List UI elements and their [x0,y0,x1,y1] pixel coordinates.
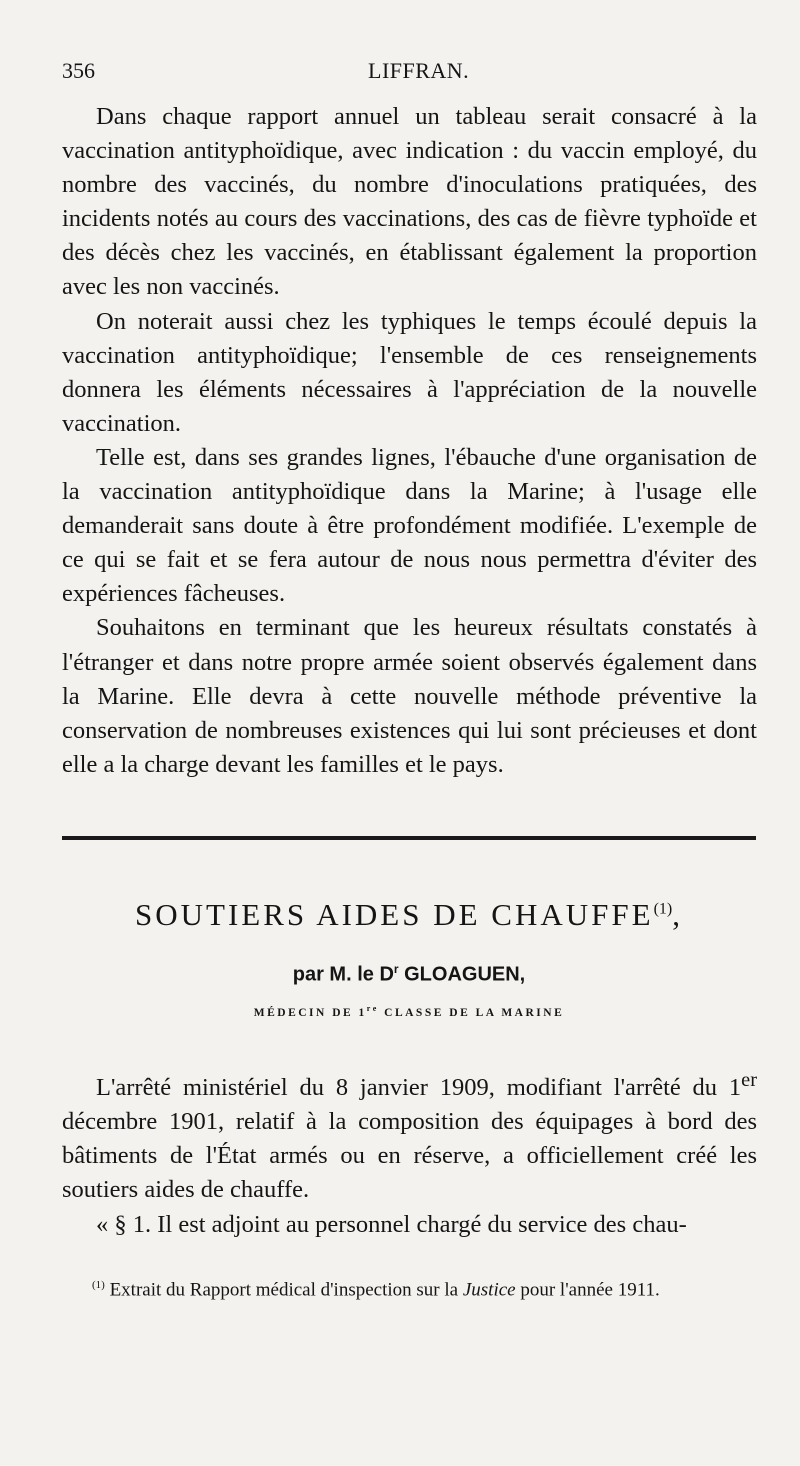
author-prefix: par M. le D [292,963,394,986]
page-header [62,58,760,92]
rank-suffix: CLASSE DE LA MARINE [378,1006,565,1019]
paragraph: Telle est, dans ses grandes lignes, l'ébauche d'une organisation de la vaccination antityphoïdique dans la Marine; à l'usage elle demanderait sans doute à être profondément modifiée. L'exemple de ce qui se fait et se fera autour de nous nous permettra d'éviter des expériences fâcheuses. [62,443,757,608]
title-punctuation: , [672,897,683,932]
paragraph [62,1063,757,1208]
paragraph: Souhaitons en terminant que les heureux résultats constatés à l'étranger et dans notre propre armée soient observés également dans la Marine. Elle devra à cette nouvelle méthode préventive la conservation de nombreuses existences qui lui sont précieuses et dont elle a la charge devant les familles et le pays. [62,614,757,778]
paragraph: On noterait aussi chez les typhiques le temps écoulé depuis la vaccination antityphoïdique; l'ensemble de ces renseignements donnera les éléments nécessaires à l'appréciation de la nouvelle vaccination. [62,307,757,437]
article-title-text: SOUTIERS AIDES DE CHAUFFE [135,897,654,932]
footnote-marker: (1) [92,1279,105,1291]
running-title: LIFFRAN. [368,58,470,83]
author-rank [62,1004,756,1019]
paragraph-text: L'arrêté ministériel du 8 janvier 1909, modifiant l'arrêté du 1 [96,1074,742,1102]
footnote [62,1270,757,1305]
article-title [62,897,756,933]
footnote-text: Extrait du Rapport médical d'inspection sur la [104,1279,463,1301]
paragraph-text: décembre 1901, relatif à la composition des équipages à bord des bâtiments de l'État armés ou en réserve, a officiellement créé les soutiers aides de chauffe. [62,1108,757,1204]
author-name: GLOAGUEN, [398,963,526,986]
article-author [62,962,756,987]
paragraph: Dans chaque rapport annuel un tableau serait consacré à la vaccination antityphoïdique, avec indication : du vaccin employé, du nombre des vaccinés, du nombre d'inoculations pratiquées, des incidents notés au cours des vaccinations, des cas de fièvre typhoïde et des décès chez les vaccinés, en établissant également la proportion avec les non vaccinés. [62,103,757,301]
paragraph: « § 1. Il est adjoint au personnel chargé du service des chau- [96,1210,687,1238]
footnote-text-end: pour l'année 1911. [515,1279,660,1301]
footnote-italic: Justice [462,1279,516,1301]
author-title-superscript: r [393,962,399,976]
date-superscript: er [741,1069,757,1091]
rank-prefix: MÉDECIN DE 1 [253,1006,367,1019]
section-text [62,100,757,782]
rank-superscript: re [366,1004,379,1013]
section-divider [62,836,756,840]
page-number: 356 [62,58,95,83]
footnote-reference: (1) [653,900,673,918]
article-body [62,1063,757,1242]
